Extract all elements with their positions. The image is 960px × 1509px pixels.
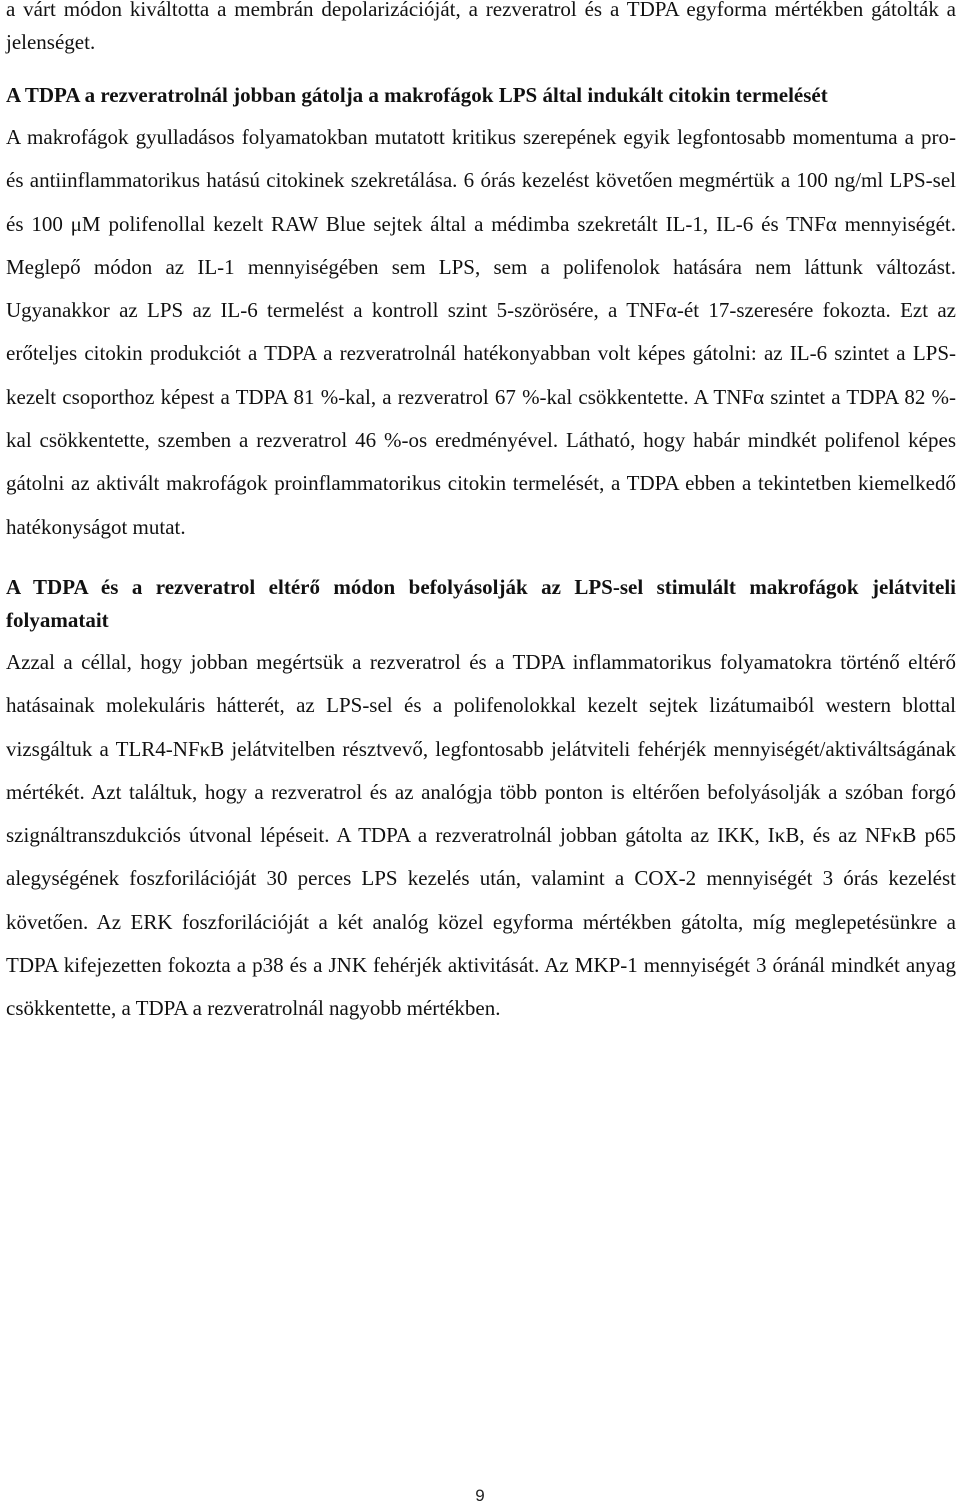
- spacer: [6, 549, 956, 571]
- paragraph-top: a várt módon kiváltotta a membrán depolarizációját, a rezveratrol és a TDPA egyforma mértékben gátolták a jelenséget.: [6, 0, 956, 54]
- section-heading-cytokines: A TDPA a rezveratrolnál jobban gátolja a makrofágok LPS által indukált citokin termelését: [6, 83, 828, 107]
- spacer: [6, 59, 956, 79]
- page-number: 9: [475, 1486, 485, 1505]
- paragraph-cytokines: A makrofágok gyulladásos folyamatokban mutatott kritikus szerepének egyik legfontosabb momentuma a pro- és antiinflammatorikus hatású citokinek szekretálása. 6 órás kezelést követően megmértük a 100 ng/ml LPS-sel és 100 μM polifenollal kezelt RAW Blue sejtek által a médimba szekretált IL-1, IL-6 és TNFα mennyiségét. Meglepő módon az IL-1 mennyiségében sem LPS, sem a polifenolok hatására nem láttunk változást. Ugyanakkor az LPS az IL-6 termelést a kontroll szint 5-szörösére, a TNFα-ét 17-szeresére fokozta. Ezt az erőteljes citokin produkciót a TDPA a rezveratrolnál hatékonyabban volt képes gátolni: az IL-6 szintet a LPS-kezelt csoporthoz képest a TDPA 81 %-kal, a rezveratrol 67 %-kal csökkentette. A TNFα szintet a TDPA 82 %-kal csökkentette, szemben a rezveratrol 46 %-os eredményével. Látható, hogy habár mindkét polifenol képes gátolni az aktivált makrofágok proinflammatorikus citokin termelését, a TDPA ebben a tekintetben kiemelkedő hatékonyságot mutat.: [6, 125, 956, 539]
- section-heading-signaling: A TDPA és a rezveratrol eltérő módon befolyásolják az LPS-sel stimulált makrofágok jelátviteli folyamatait: [6, 574, 956, 632]
- paragraph-signaling: Azzal a céllal, hogy jobban megértsük a rezveratrol és a TDPA inflammatorikus folyamatokra történő eltérő hatásainak molekuláris hátterét, az LPS-sel és a polifenolokkal kezelt sejtek lizátumaiból western blottal vizsgáltuk a TLR4-NFκB jelátvitelben résztvevő, legfontosabb jelátviteli fehérjék mennyiségét/aktiváltságának mértékét. Azt találtuk, hogy a rezveratrol és az analógja több ponton is eltérően befolyásolják a szóban forgó szignáltranszdukciós útvonal lépéseit. A TDPA a rezveratrolnál jobban gátolta az IKK, IκB, és az NFκB p65 alegységének foszforilációját 30 perces LPS kezelés után, valamint a COX-2 mennyiségét 3 órás kezelést követően. Az ERK foszforilációját a két analóg közel egyforma mértékben gátolta, míg meglepetésünkre a TDPA kifejezetten fokozta a p38 és a JNK fehérjék aktivitását. Az MKP-1 mennyiségét 3 óránál mindkét anyag csökkentette, a TDPA a rezveratrolnál nagyobb mértékben.: [6, 649, 956, 1021]
- document-page: [6, 0, 956, 1031]
